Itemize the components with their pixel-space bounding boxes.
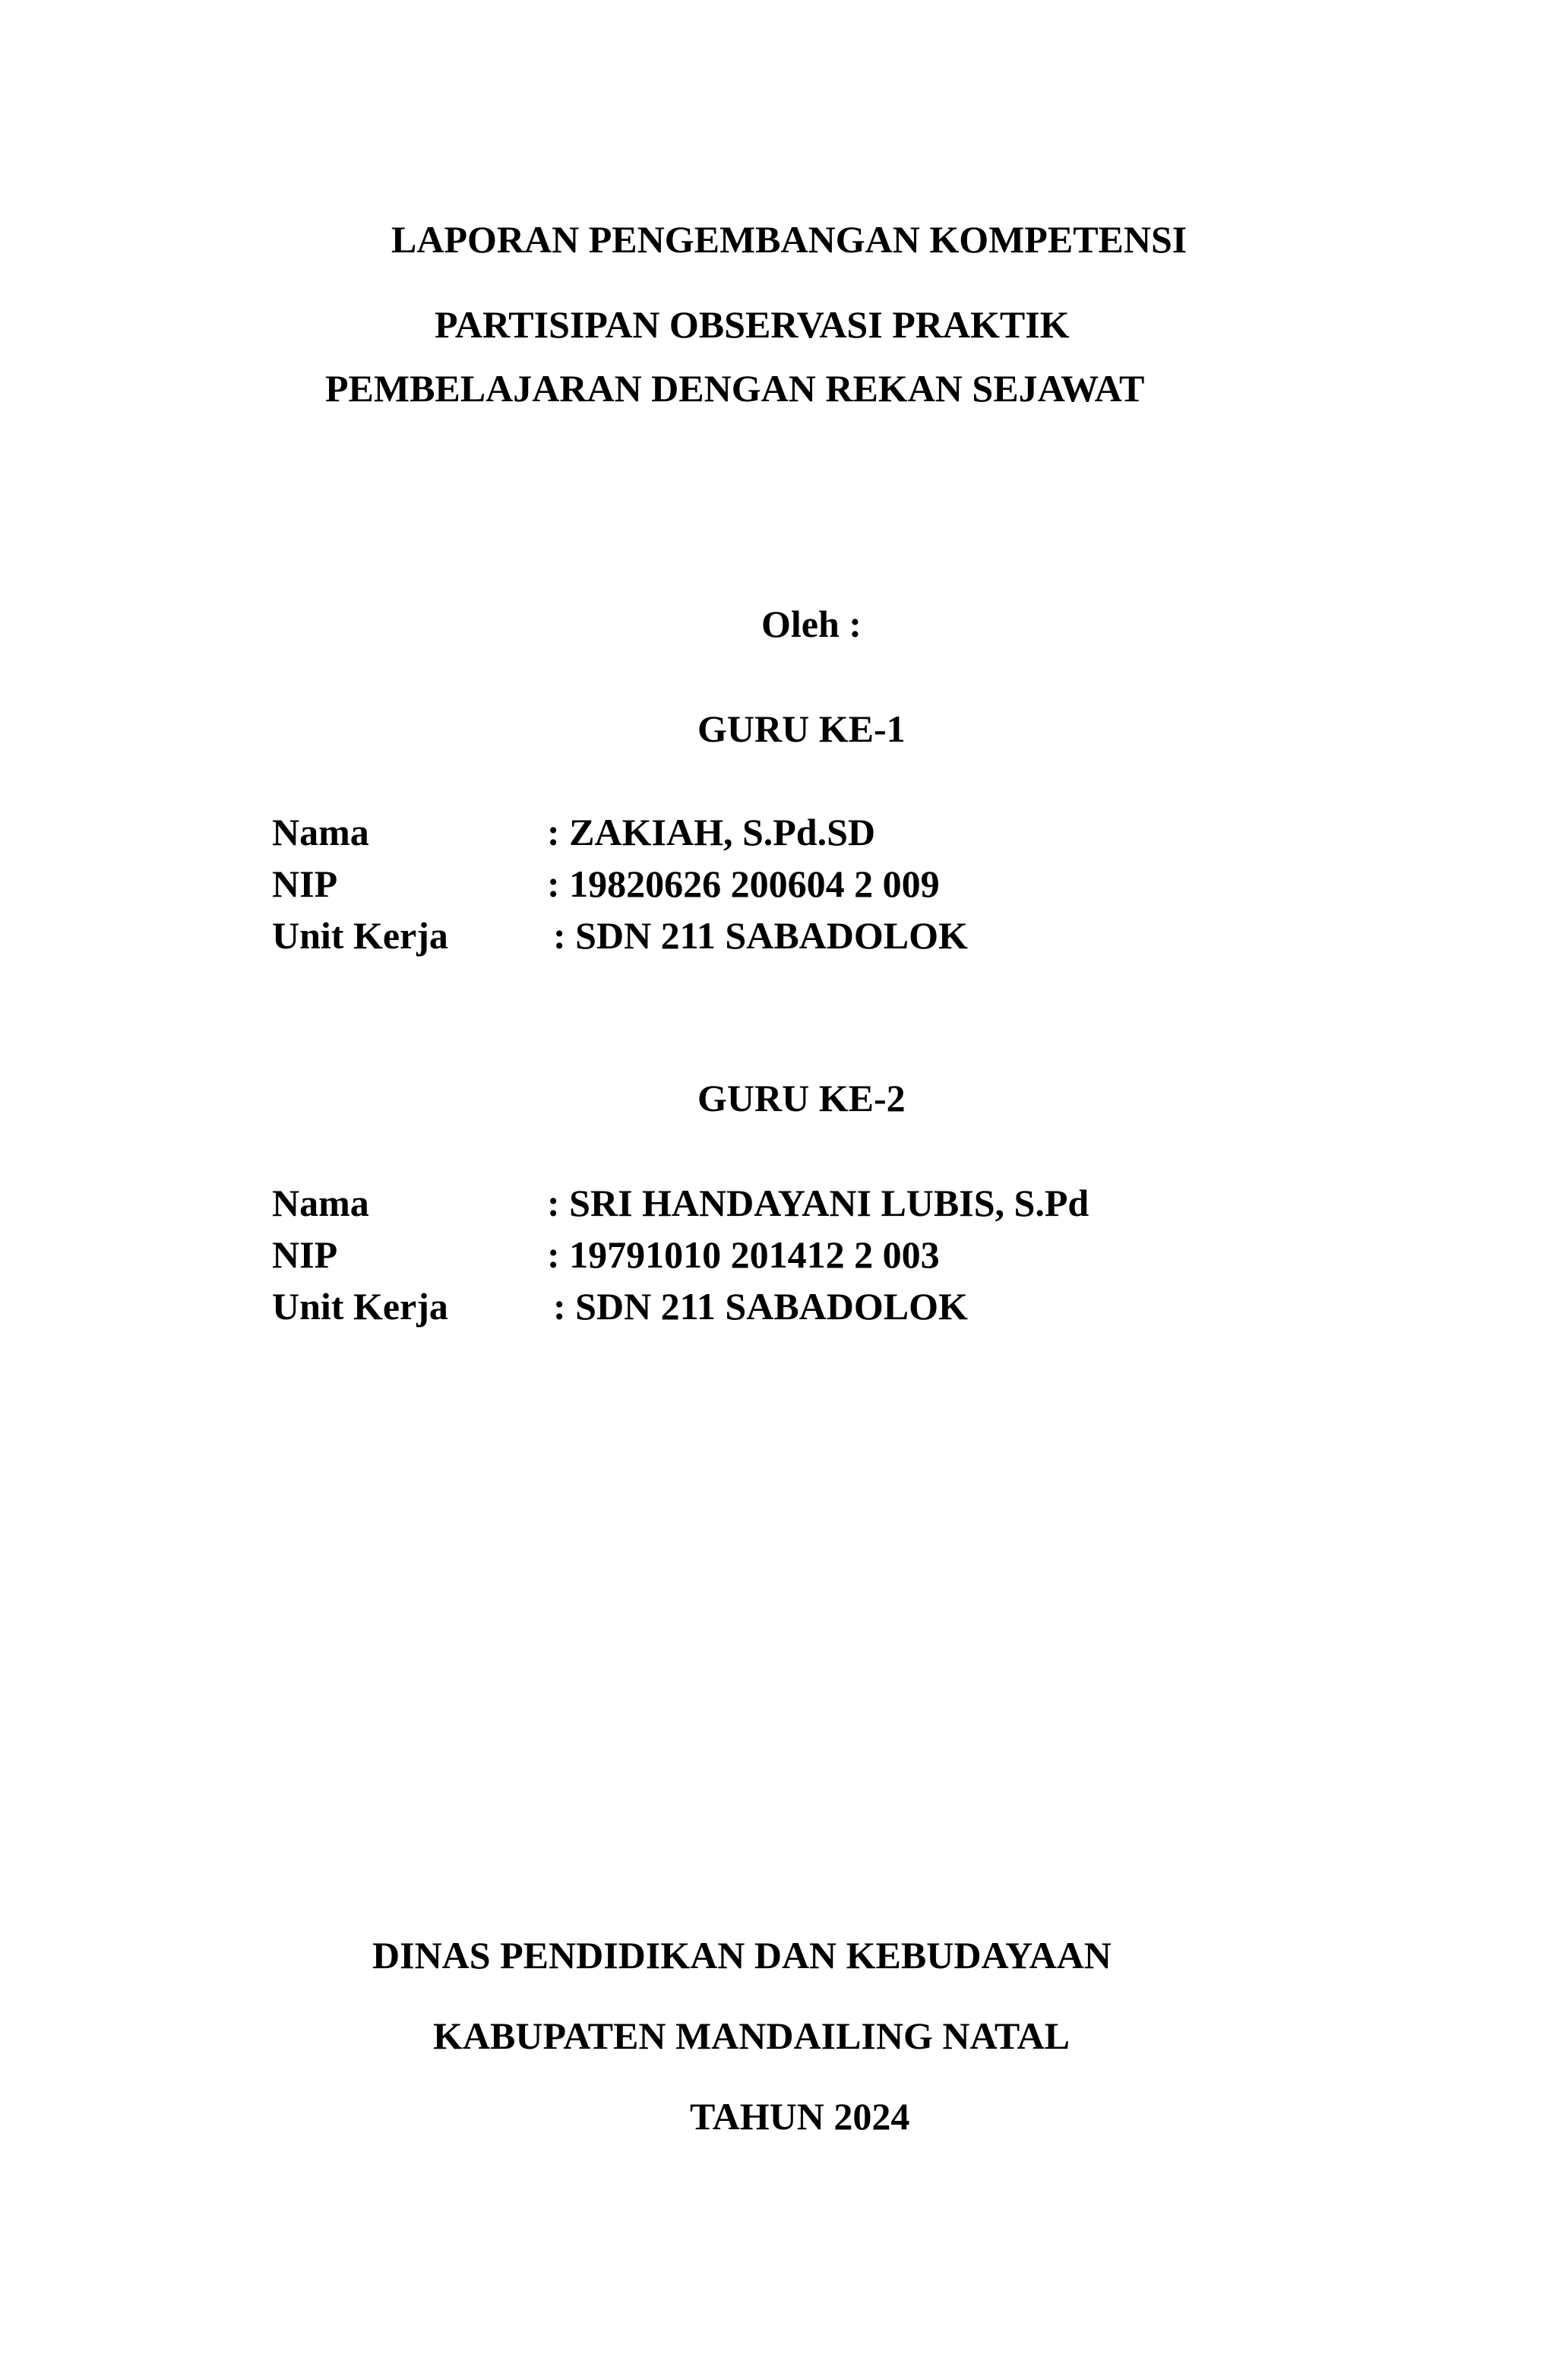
teacher-2-nip-value: : 19791010 201412 2 003: [547, 1233, 940, 1276]
teacher-1-name-label: Nama: [272, 811, 369, 853]
report-subtitle-line-1: PARTISIPAN OBSERVASI PRAKTIK: [435, 303, 1070, 346]
teacher-1-nip-label: NIP: [272, 862, 338, 905]
institution-name: DINAS PENDIDIKAN DAN KEBUDAYAAN: [372, 1934, 1112, 1976]
teacher-1-unit-value: : SDN 211 SABADOLOK: [553, 914, 968, 957]
teacher-1-nip-value: : 19820626 200604 2 009: [547, 862, 940, 905]
teacher-2-unit-label: Unit Kerja: [272, 1285, 448, 1328]
teacher-1-heading: GURU KE-1: [697, 707, 906, 750]
teacher-1-name-value: : ZAKIAH, S.Pd.SD: [547, 811, 876, 853]
report-title: LAPORAN PENGEMBANGAN KOMPETENSI: [391, 218, 1188, 261]
by-label: Oleh :: [761, 603, 862, 645]
teacher-2-name-label: Nama: [272, 1182, 369, 1224]
teacher-2-heading: GURU KE-2: [697, 1077, 906, 1119]
regency-name: KABUPATEN MANDAILING NATAL: [433, 2014, 1070, 2057]
report-subtitle-line-2: PEMBELAJARAN DENGAN REKAN SEJAWAT: [325, 367, 1145, 410]
teacher-2-unit-value: : SDN 211 SABADOLOK: [553, 1285, 968, 1328]
teacher-1-unit-label: Unit Kerja: [272, 914, 448, 957]
teacher-2-name-value: : SRI HANDAYANI LUBIS, S.Pd: [547, 1182, 1090, 1224]
teacher-2-nip-label: NIP: [272, 1233, 338, 1276]
year-label: TAHUN 2024: [690, 2095, 910, 2138]
